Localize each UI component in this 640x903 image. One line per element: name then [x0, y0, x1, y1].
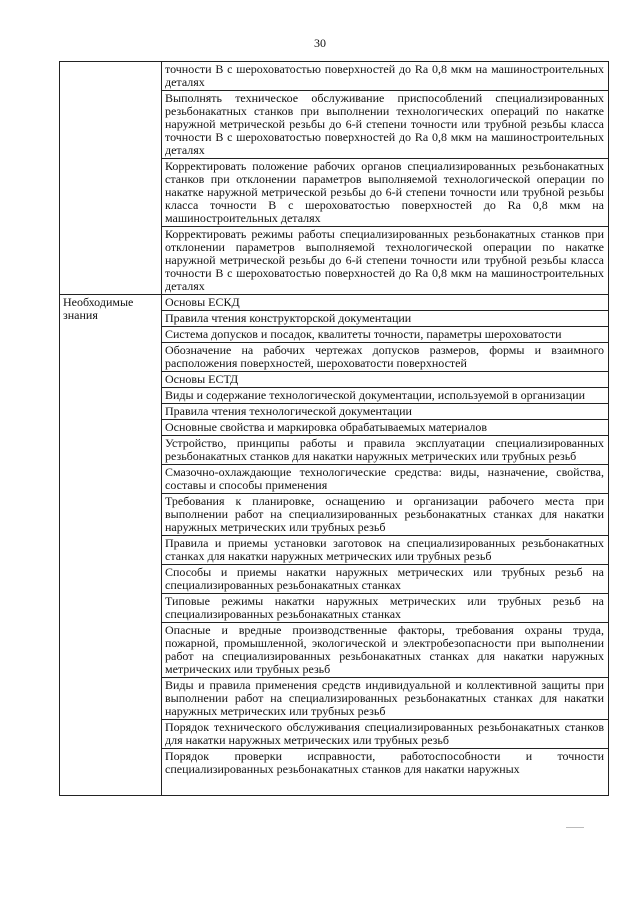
knowledge-item: Правила чтения конструкторской документации	[162, 311, 609, 327]
knowledge-item: Правила и приемы установки заготовок на специализированных резьбонакатных станках для накатки наружных метрических или трубных резьб	[162, 536, 609, 565]
knowledge-item: Основы ЕСКД	[162, 295, 609, 311]
skill-item: Корректировать режимы работы специализированных резьбонакатных станков при отклонении параметров выполняемой технологической операции по накатке наружной метрической резьбы до 6-й степени точности или трубной резьбы класса точности В с шероховатостью поверхностей до Ra 0,8 мкм на машиностроительных деталях	[162, 227, 609, 295]
skill-item: Корректировать положение рабочих органов специализированных резьбонакатных станков при отклонении параметров выполняемой технологической операции по накатке наружной метрической резьбы до 6-й степени точности или трубной резьбы класса точности В с шероховатостью поверхностей до Ra 0,8 мкм на машиностроительных деталях	[162, 159, 609, 227]
skill-item: точности В с шероховатостью поверхностей до Ra 0,8 мкм на машиностроительных деталях	[162, 62, 609, 91]
knowledge-item: Виды и содержание технологической документации, используемой в организации	[162, 388, 609, 404]
knowledge-item: Обозначение на рабочих чертежах допусков размеров, формы и взаимного расположения поверхностей, шероховатости поверхностей	[162, 343, 609, 372]
requirements-table	[59, 61, 609, 796]
knowledge-item: Правила чтения технологической документации	[162, 404, 609, 420]
skills-label-cell	[60, 62, 162, 295]
knowledge-item: Устройство, принципы работы и правила эксплуатации специализированных резьбонакатных станков для накатки наружных метрических или трубных резьб	[162, 436, 609, 465]
knowledge-item: Порядок проверки исправности, работоспособности и точности специализированных резьбонакатных станков для накатки наружных	[162, 749, 609, 796]
page-number: 30	[314, 36, 326, 50]
table-row	[60, 62, 609, 91]
table-row	[60, 295, 609, 311]
knowledge-item: Основные свойства и маркировка обрабатываемых материалов	[162, 420, 609, 436]
knowledge-item: Виды и правила применения средств индивидуальной и коллективной защиты при выполнении работ на специализированных резьбонакатных станках для накатки наружных метрических или трубных резьб	[162, 678, 609, 720]
knowledge-item: Система допусков и посадок, квалитеты точности, параметры шероховатости	[162, 327, 609, 343]
knowledge-item: Порядок технического обслуживания специализированных резьбонакатных станков для накатки наружных метрических или трубных резьб	[162, 720, 609, 749]
knowledge-item: Способы и приемы накатки наружных метрических или трубных резьб на специализированных резьбонакатных станках	[162, 565, 609, 594]
knowledge-item: Опасные и вредные производственные факторы, требования охраны труда, пожарной, промышленной, экологической и электробезопасности при выполнении работ на специализированных резьбонакатных станках для накатки наружных метрических или трубных резьб	[162, 623, 609, 678]
scan-mark	[566, 827, 584, 828]
knowledge-item: Требования к планировке, оснащению и организации рабочего места при выполнении работ на специализированных резьбонакатных станках для накатки наружных метрических или трубных резьб	[162, 494, 609, 536]
knowledge-label: Необходимые знания	[60, 295, 162, 796]
knowledge-item: Основы ЕСТД	[162, 372, 609, 388]
knowledge-item: Смазочно-охлаждающие технологические средства: виды, назначение, свойства, составы и способы применения	[162, 465, 609, 494]
skill-item: Выполнять техническое обслуживание приспособлений специализированных резьбонакатных станков при выполнении технологических операций по накатке наружной метрической резьбы до 6-й степени точности или трубной резьбы класса точности В с шероховатостью поверхностей до Ra 0,8 мкм на машиностроительных деталях	[162, 91, 609, 159]
knowledge-item: Типовые режимы накатки наружных метрических или трубных резьб на специализированных резьбонакатных станках	[162, 594, 609, 623]
